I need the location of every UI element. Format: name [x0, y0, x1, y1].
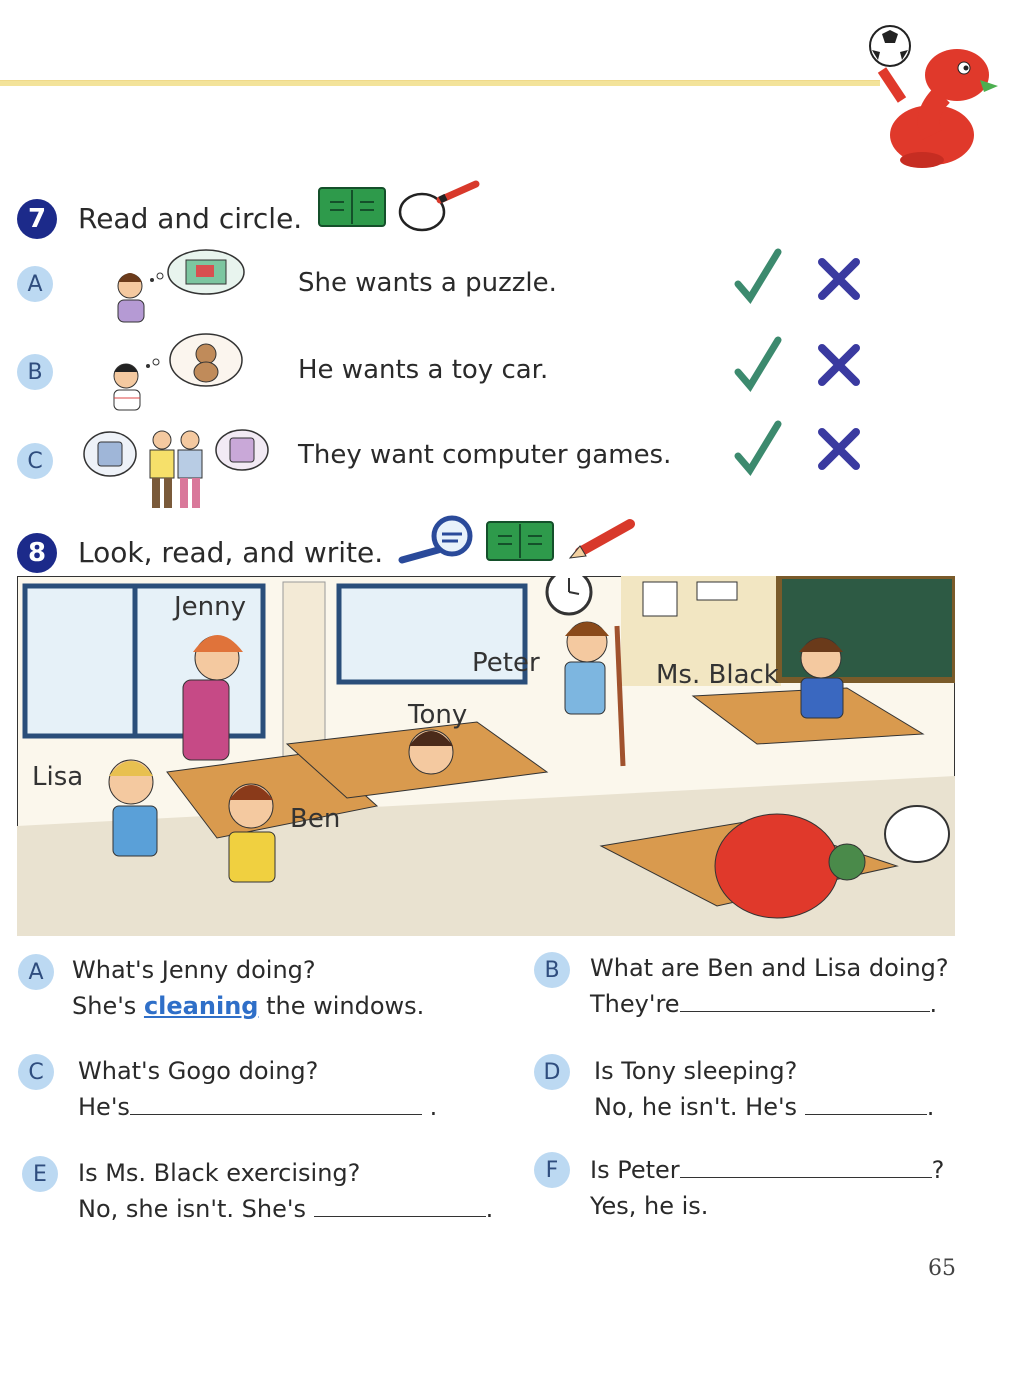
question-f-suffix: ?: [931, 1156, 945, 1184]
label-lisa: Lisa: [32, 762, 84, 792]
label-peter: Peter: [472, 648, 540, 678]
answer-b-blank[interactable]: [680, 991, 930, 1012]
answer-a-suffix: the windows.: [266, 992, 425, 1020]
answer-e-suffix: .: [485, 1195, 494, 1223]
item-7c-letter: C: [17, 443, 53, 479]
book-icon: [486, 520, 554, 562]
exercise-7-title: Read and circle.: [78, 202, 303, 235]
cross-mark-icon[interactable]: [816, 256, 862, 302]
magnifying-glass-icon: [398, 514, 478, 566]
answer-d-blank[interactable]: [805, 1094, 927, 1115]
answer-a-word: cleaning: [143, 992, 259, 1020]
answer-b-prefix: They're: [590, 990, 680, 1018]
question-e-letter: E: [22, 1156, 58, 1192]
label-jenny: Jenny: [174, 592, 247, 622]
question-f-prefix: Is Peter: [590, 1156, 680, 1184]
question-a-answer: [72, 988, 424, 1024]
sentence-7b: He wants a toy car.: [298, 355, 549, 385]
question-b-text: What are Ben and Lisa doing?: [590, 954, 949, 982]
check-mark-icon[interactable]: [734, 420, 782, 476]
question-e: [78, 1155, 493, 1227]
item-7b-letter: B: [17, 354, 53, 390]
classroom-scene-illustration: [17, 576, 955, 936]
circle-pencil-icon: [396, 178, 482, 234]
question-d-text: Is Tony sleeping?: [594, 1057, 798, 1085]
check-mark-icon[interactable]: [734, 248, 782, 304]
two-boys-thinking-games-icon: [82, 420, 272, 512]
answer-b-suffix: .: [929, 990, 938, 1018]
question-c: [78, 1053, 437, 1125]
question-a-letter: A: [18, 954, 54, 990]
question-b: [590, 950, 949, 1022]
answer-a-prefix: She's: [72, 992, 137, 1020]
item-7a-letter: A: [17, 266, 53, 302]
boy-thinking-teddy-icon: [104, 330, 250, 420]
answer-e-prefix: No, she isn't. She's: [78, 1195, 306, 1223]
answer-f: Yes, he is.: [590, 1192, 709, 1220]
question-c-letter: C: [18, 1054, 54, 1090]
cross-mark-icon[interactable]: [816, 342, 862, 388]
label-ms-black: Ms. Black: [656, 660, 779, 690]
answer-d-prefix: No, he isn't. He's: [594, 1093, 798, 1121]
top-decorative-line: [0, 80, 880, 86]
answer-c-blank[interactable]: [130, 1094, 422, 1115]
question-f-blank[interactable]: [680, 1157, 932, 1178]
pencil-icon: [566, 514, 638, 560]
book-icon: [318, 186, 386, 228]
label-tony: Tony: [408, 700, 468, 730]
page-number: 65: [928, 1256, 956, 1281]
question-d: [594, 1053, 934, 1125]
exercise-8-title: Look, read, and write.: [78, 536, 384, 569]
answer-e-blank[interactable]: [314, 1196, 486, 1217]
girl-thinking-puzzle-icon: [104, 248, 250, 328]
question-c-text: What's Gogo doing?: [78, 1057, 319, 1085]
sentence-7a: She wants a puzzle.: [298, 268, 557, 298]
question-a: [72, 952, 424, 1024]
check-mark-icon[interactable]: [734, 336, 782, 392]
exercise-8-number: 8: [17, 533, 57, 573]
sentence-7c: They want computer games.: [298, 440, 672, 470]
question-e-text: Is Ms. Black exercising?: [78, 1159, 361, 1187]
answer-c-suffix: .: [429, 1093, 438, 1121]
label-ben: Ben: [290, 804, 341, 834]
dragon-mascot-icon: [862, 20, 1002, 170]
answer-d-suffix: .: [926, 1093, 935, 1121]
question-a-text: What's Jenny doing?: [72, 956, 316, 984]
question-d-letter: D: [534, 1054, 570, 1090]
exercise-7-number: 7: [17, 199, 57, 239]
question-f-letter: F: [534, 1152, 570, 1188]
question-b-letter: B: [534, 952, 570, 988]
cross-mark-icon[interactable]: [816, 426, 862, 472]
question-f: [590, 1152, 944, 1224]
answer-c-prefix: He's: [78, 1093, 130, 1121]
